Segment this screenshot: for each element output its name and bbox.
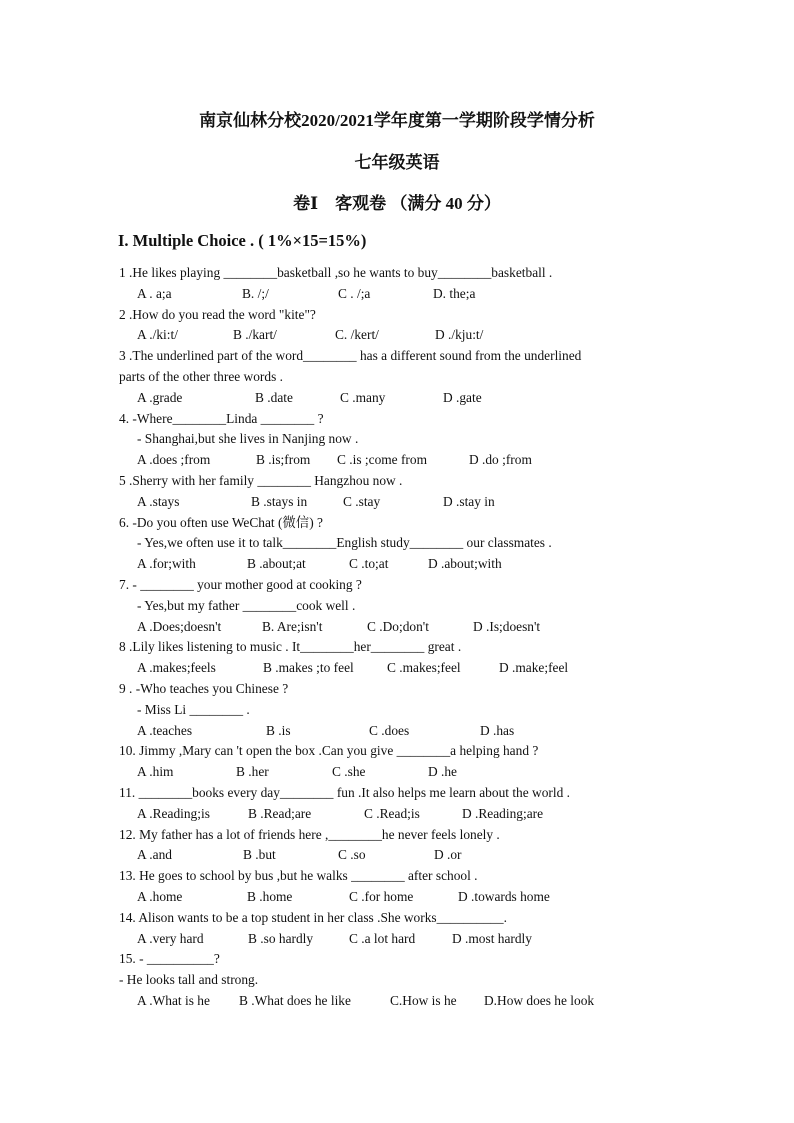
option-a[interactable]: A .stays — [137, 493, 180, 509]
question-line: - Miss Li ________ . — [137, 701, 250, 717]
option-d[interactable]: D .towards home — [458, 888, 550, 904]
option-row — [119, 554, 679, 575]
option-b[interactable]: B .so hardly — [248, 930, 314, 946]
option-b[interactable]: B .about;at — [247, 556, 306, 572]
option-c[interactable]: C .Read;is — [364, 805, 420, 821]
option-c[interactable]: C.How is he — [390, 992, 457, 1008]
question-stem: 1 .He likes playing ________basketball ,so he wants to buy________basketball . — [119, 265, 553, 280]
option-a[interactable]: A . a;a — [137, 285, 172, 301]
option-d[interactable]: D .about;with — [428, 556, 502, 572]
question-stem: 4. -Where________Linda ________ ? — [119, 410, 324, 426]
option-b[interactable]: B .What does he like — [239, 992, 351, 1008]
option-a[interactable]: A .makes;feels — [137, 660, 216, 676]
question-line: - Yes,we often use it to talk________English study________ our classmates . — [137, 535, 552, 551]
option-b[interactable]: B .is;from — [256, 452, 311, 468]
option-a[interactable]: A .teaches — [137, 722, 193, 738]
option-row — [119, 325, 679, 346]
option-row — [119, 887, 679, 908]
option-a[interactable]: A .home — [137, 888, 183, 904]
option-d[interactable]: D .do ;from — [469, 452, 532, 468]
option-row — [119, 845, 679, 866]
option-a[interactable]: A .does ;from — [137, 452, 211, 468]
option-row — [119, 388, 679, 409]
option-c[interactable]: C .to;at — [349, 556, 389, 572]
option-d[interactable]: D .has — [480, 722, 515, 738]
option-a[interactable]: A .Does;doesn't — [137, 618, 222, 634]
question-line: parts of the other three words . — [119, 368, 283, 384]
option-c[interactable]: C .is ;come from — [337, 452, 428, 468]
option-row — [119, 929, 679, 950]
option-c[interactable]: C .many — [340, 389, 386, 405]
option-b[interactable]: B ./kart/ — [233, 327, 277, 343]
question-stem: 6. -Do you often use WeChat (微信) ? — [119, 514, 323, 530]
option-d[interactable]: D .gate — [443, 389, 482, 405]
option-d[interactable]: D ./kju:t/ — [435, 327, 484, 343]
option-d[interactable]: D .stay in — [443, 493, 495, 509]
option-c[interactable]: C .Do;don't — [367, 618, 429, 634]
option-d[interactable]: D. the;a — [433, 285, 476, 301]
option-a[interactable]: A .Reading;is — [137, 805, 210, 821]
option-c[interactable]: C .she — [332, 764, 366, 780]
paper-title: 卷Ⅰ 客观卷 （满分 40 分） — [293, 194, 501, 213]
option-row — [119, 721, 679, 742]
question-stem: 12. My father has a lot of friends here ,________he never feels lonely . — [119, 826, 500, 842]
option-b[interactable]: B .is — [266, 722, 291, 738]
option-d[interactable]: D .Reading;are — [462, 805, 544, 821]
option-b[interactable]: B .home — [247, 888, 293, 904]
option-d[interactable]: D .Is;doesn't — [473, 618, 541, 634]
subject-title: 七年级英语 — [354, 153, 440, 172]
option-a[interactable]: A .and — [137, 847, 172, 863]
question-stem: 3 .The underlined part of the word________ has a different sound from the underlined — [119, 348, 582, 364]
option-row — [119, 762, 679, 783]
option-d[interactable]: D .he — [428, 764, 458, 780]
option-row — [119, 991, 679, 1012]
question-line: - Yes,but my father ________cook well . — [137, 597, 356, 613]
option-b[interactable]: B .Read;are — [248, 805, 312, 821]
question-stem: 8 .Lily likes listening to music . It________her________ great . — [119, 639, 462, 655]
section-title: I. Multiple Choice . ( 1%×15=15%) — [118, 231, 367, 250]
question-line: - Shanghai,but she lives in Nanjing now . — [137, 431, 359, 447]
question-stem: 15. - __________? — [119, 951, 220, 967]
option-row — [119, 284, 679, 305]
question-stem: 7. - ________ your mother good at cooking ? — [119, 576, 362, 592]
option-c[interactable]: C .for home — [349, 888, 414, 904]
option-b[interactable]: B .stays in — [251, 493, 308, 509]
option-c[interactable]: C .makes;feel — [387, 660, 461, 676]
question-stem: 10. Jimmy ,Mary can 't open the box .Can you give ________a helping hand ? — [119, 743, 539, 759]
document-title: 南京仙林分校2020/2021学年度第一学期阶段学情分析 — [199, 111, 595, 130]
question-stem: 11. ________books every day________ fun .It also helps me learn about the world . — [119, 784, 570, 800]
question-stem: 2 .How do you read the word "kite"? — [119, 306, 316, 322]
option-b[interactable]: B .makes ;to feel — [263, 660, 354, 676]
option-b[interactable]: B .date — [255, 389, 293, 405]
question-stem: 9 . -Who teaches you Chinese ? — [119, 680, 289, 696]
option-row — [119, 450, 679, 471]
option-b[interactable]: B. Are;isn't — [262, 618, 323, 634]
question-stem: 13. He goes to school by bus ,but he walks ________ after school . — [119, 868, 478, 884]
option-c[interactable]: C .a lot hard — [349, 930, 416, 946]
option-d[interactable]: D .make;feel — [499, 660, 569, 676]
option-a[interactable]: A .very hard — [137, 930, 204, 946]
option-a[interactable]: A .grade — [137, 389, 183, 405]
option-c[interactable]: C .so — [338, 847, 366, 863]
option-a[interactable]: A .What is he — [137, 992, 210, 1008]
question-list — [119, 263, 679, 1012]
option-row — [119, 658, 679, 679]
question-line: - He looks tall and strong. — [119, 972, 259, 988]
option-row — [119, 617, 679, 638]
question-stem: 5 .Sherry with her family ________ Hangzhou now . — [119, 472, 403, 488]
option-d[interactable]: D .most hardly — [452, 930, 532, 946]
option-d[interactable]: D.How does he look — [484, 992, 595, 1008]
option-c[interactable]: C .does — [369, 722, 410, 738]
option-a[interactable]: A ./ki:t/ — [137, 327, 178, 343]
question-stem: 14. Alison wants to be a top student in her class .She works__________. — [119, 909, 507, 925]
option-c[interactable]: C. /kert/ — [335, 327, 379, 343]
option-b[interactable]: B. /;/ — [242, 285, 269, 301]
option-b[interactable]: B .but — [243, 847, 276, 863]
option-row — [119, 492, 679, 513]
option-c[interactable]: C . /;a — [338, 285, 371, 301]
option-row — [119, 804, 679, 825]
option-b[interactable]: B .her — [236, 764, 269, 780]
option-a[interactable]: A .him — [137, 764, 174, 780]
option-c[interactable]: C .stay — [343, 493, 381, 509]
option-d[interactable]: D .or — [434, 847, 462, 863]
option-a[interactable]: A .for;with — [137, 556, 196, 572]
